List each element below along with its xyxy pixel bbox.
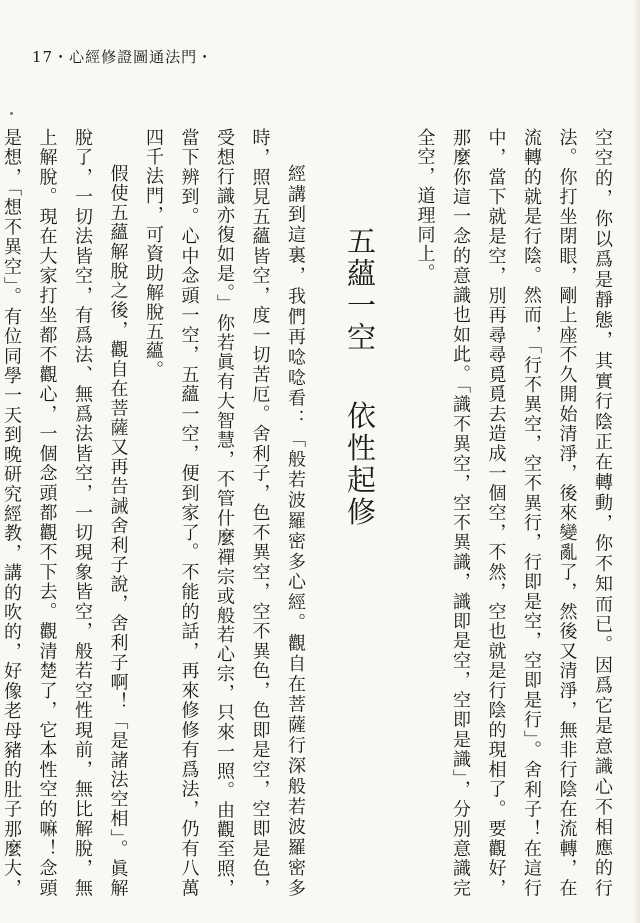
- section-heading-part-1: 五蘊一空: [343, 226, 377, 354]
- page-edge-shadow: [632, 0, 640, 923]
- scan-speck: [10, 112, 13, 115]
- vertical-body-text: [1, 128, 620, 898]
- section-heading-part-2: 依性起修: [343, 400, 377, 529]
- paragraph-1: 空空的，你以爲是靜態，其實行陰正在轉動，你不知而已。因爲它是意識心不相應的行法。你打坐閉眼，剛上座不久開始清淨，後來變亂了，然後又清淨，無非行陰在流轉，在流轉的就是行陰。然而，「行不異空，空不異行，行即是空，空即是行」。舍利子！在這行中，當下就是空，別再尋尋覓覓去造成一個空，不然，空也就是行陰的現相了。要觀好，那麼你這一念的意識也如此。「識不異空，空不異識，識即是空，空即是識」，分別意識完全空，道理同上。: [414, 128, 613, 898]
- paragraph-3: 假使五蘊解脫之後，觀自在菩薩又再告誡舍利子說，舍利子啊！「是諸法空相」。眞解脫了，一切法皆空，有爲法、無爲法皆空，一切現象皆空，般若空性現前，無比解脫，無上解脫。現在大家打坐都不觀心，一個念頭都觀不下去。觀清楚了，它本性空的嘛！念頭是想，「想不異空」。有位同學一天到晚研究經教，講的吹的，好像老母豬的肚子那麼大，: [1, 128, 129, 898]
- paragraph-2: 經講到這裏，我們再唸唸看：「般若波羅密多心經。觀自在菩薩行深般若波羅密多時，照見五蘊皆空，度一切苦厄。舍利子，色不異空，空不異色，色即是空，空即是色，受想行識亦復如是。」你若眞有大智慧，不管什麼禪宗或般若心宗，只來一照。由觀至照，當下辨到。心中念頭一空，五蘊一空，便到家了。不能的話，再來修修有爲法，仍有八萬四千法門，可資助解脫五蘊。: [143, 128, 306, 898]
- running-header: 17・心經修證圖通法門・: [32, 48, 214, 66]
- section-heading: [331, 128, 389, 898]
